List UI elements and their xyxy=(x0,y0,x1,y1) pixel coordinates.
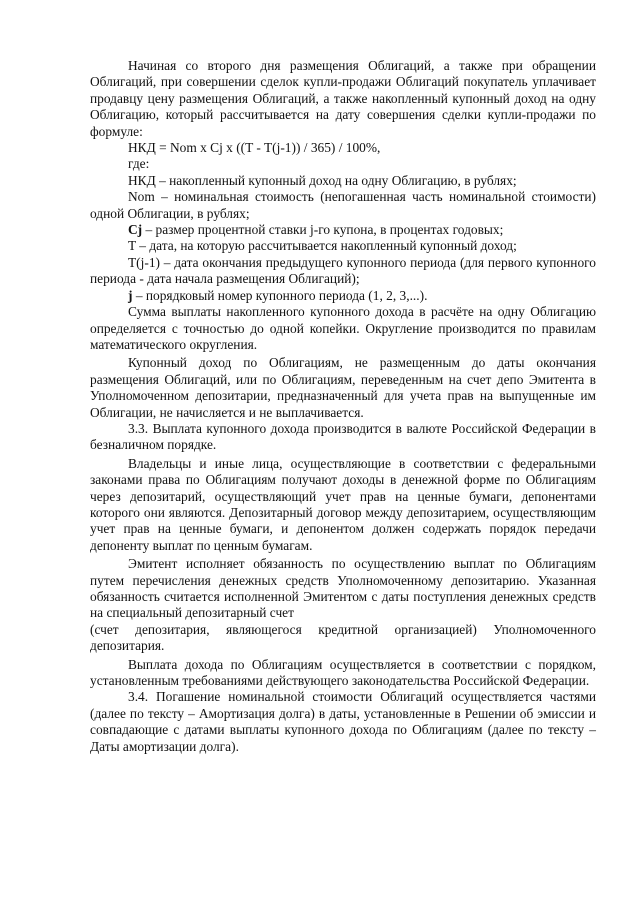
section-3-3: 3.3. Выплата купонного дохода производится в валюте Российской Федерации в безналичном порядке. xyxy=(90,420,596,453)
definition-j xyxy=(90,288,596,304)
paragraph-holders: Владельцы и иные лица, осуществляющие в соответствии с федеральными законами права по Облигациям получают доходы в денежной форме по Облигациям через депозитарий, осуществляющий учет прав на ценные бумаги, депонентами которого они являются. Депозитарный договор между депозитарием, осуществляющим учет прав на ценные бумаги, и депонентом должен содержать порядок передачи депоненту выплат по ценным бумагам. xyxy=(90,455,596,553)
section-3-4: 3.4. Погашение номинальной стоимости Облигаций осуществляется частями (далее по тексту – Амортизация долга) в даты, установленные в Решении об эмиссии и совпадающие с датами выплаты купонного дохода по Облигациям (далее по тексту – Даты амортизации долга). xyxy=(90,689,596,754)
term-j: j xyxy=(128,287,133,303)
definition-cj-text: – размер процентной ставки j-го купона, в процентах годовых; xyxy=(142,222,504,238)
paragraph-issuer: Эмитент исполняет обязанность по осуществлению выплат по Облигациям путем перечисления денежных средств Уполномоченному депозитарию. Указанная обязанность считается исполненной Эмитентом с даты поступления денежных средств на специальный депозитарный счет xyxy=(90,556,596,621)
definition-cj xyxy=(90,222,596,238)
term-cj: Cj xyxy=(128,222,143,238)
paragraph-sum: Сумма выплаты накопленного купонного дохода в расчёте на одну Облигацию определяется с точностью до одной копейки. Округление производится по правилам математического округления. xyxy=(90,304,596,352)
definition-j-text: – порядковый номер купонного периода (1, 2, 3,...). xyxy=(132,287,428,303)
formula-where: где: xyxy=(128,156,150,172)
paragraph-coupon: Купонный доход по Облигациям, не размещенным до даты окончания размещения Облигаций, или по Облигациям, переведенным на счет депо Эмитента в Уполномоченном депозитарии, предназначенный для учета прав на выпущенные им Облигации, не начисляется и не выплачивается. xyxy=(90,355,596,420)
definition-nkd: НКД – накопленный купонный доход на одну Облигацию, в рублях; xyxy=(128,172,517,188)
definition-tj1: T(j-1) – дата окончания предыдущего купонного периода (для первого купонного периода - дата начала размещения Облигаций); xyxy=(90,254,596,287)
definition-t: T – дата, на которую рассчитывается накопленный купонный доход; xyxy=(128,238,517,254)
formula-nkd: НКД = Nom x Cj x ((T - T(j-1)) / 365) / 100%, xyxy=(128,140,381,156)
definition-nom: Nom – номинальная стоимость (непогашенная часть номинальной стоимости) одной Облигации, в рублях; xyxy=(90,189,596,221)
document-page xyxy=(90,58,596,755)
paragraph-issuer-cont: (счет депозитария, являющегося кредитной организацией) Уполномоченного депозитария. xyxy=(90,621,596,654)
paragraph-payment: Выплата дохода по Облигациям осуществляется в соответствии с порядком, установленным требованиями действующего законодательства Российской Федерации. xyxy=(90,656,596,689)
paragraph-nkd-intro: Начиная со второго дня размещения Облигаций, а также при обращении Облигаций, при совершении сделок купли-продажи Облигаций покупатель уплачивает продавцу цену размещения Облигаций, а также накопленный купонный доход на одну Облигацию, который рассчитывается на дату совершения сделки купли-продажи по формуле: xyxy=(90,58,596,139)
